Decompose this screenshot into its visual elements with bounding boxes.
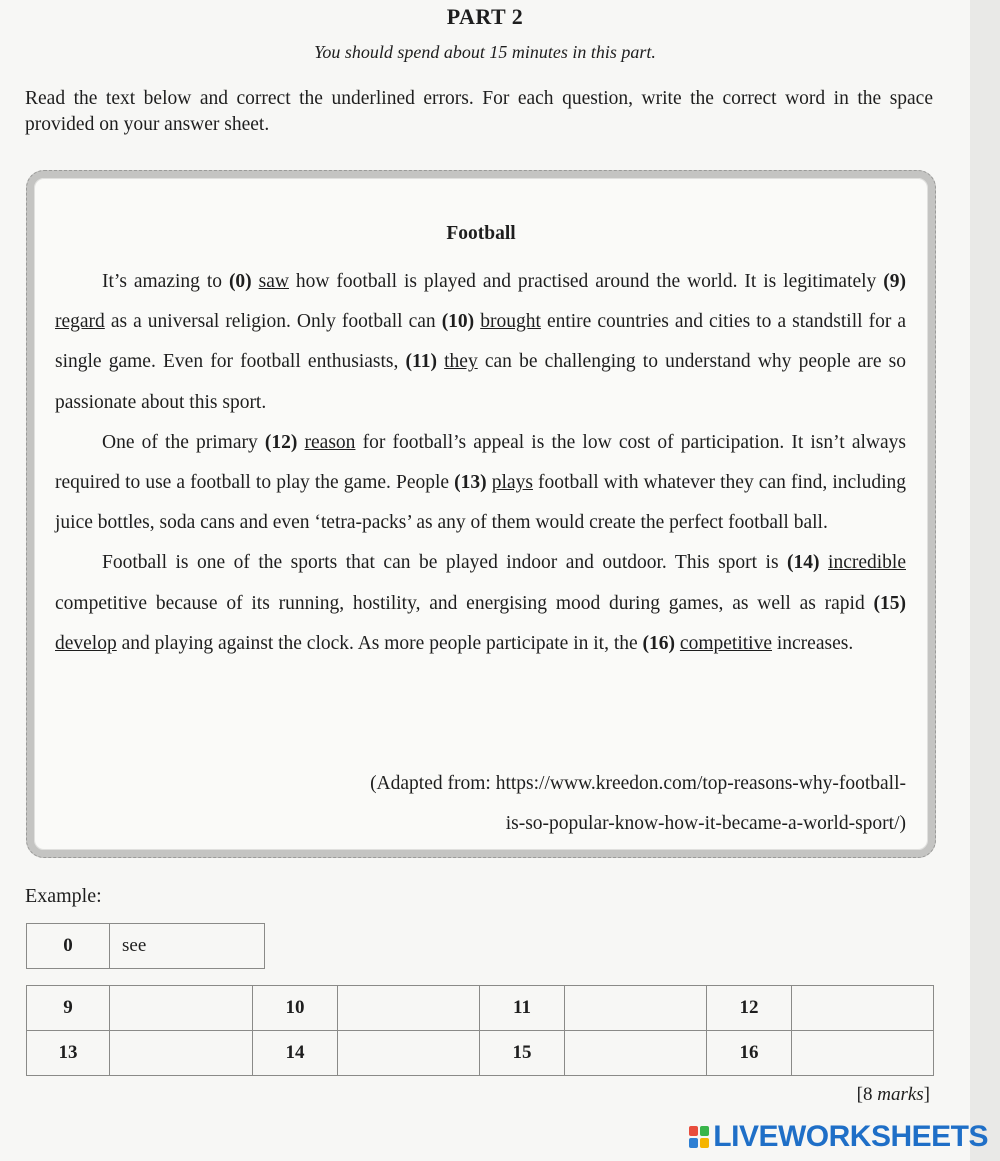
- question-label-9: 9: [27, 986, 110, 1031]
- question-number-0: (0): [228, 271, 252, 292]
- question-number-9: (9): [883, 271, 906, 292]
- source-line-1: (Adapted from: https://www.kreedon.com/top-reasons-why-football-: [370, 773, 906, 794]
- answer-box-14[interactable]: [338, 1031, 480, 1076]
- question-number-15: (15): [873, 592, 906, 614]
- question-label-15: 15: [480, 1031, 565, 1076]
- answer-box-9[interactable]: [110, 986, 253, 1031]
- error-word-9: regard: [55, 311, 105, 333]
- source-line-2: is-so-popular-know-how-it-became-a-world-sport/): [505, 813, 906, 834]
- answer-box-11[interactable]: [565, 986, 707, 1031]
- passage-title: Football: [446, 223, 516, 244]
- question-label-16: 16: [707, 1031, 792, 1076]
- paragraph-3: Football is one of the sports that can be played indoor and outdoor. This sport is (14) incredible competitive because of its running, hostility, and energising mood during games, as well as rapid (15) develop and playing against the clock. As more people participate in it, the (16) competitive increases.: [55, 552, 906, 654]
- marks-total: [8 marks]: [856, 1084, 930, 1105]
- answer-row: [27, 986, 934, 1031]
- error-word-0: saw: [258, 271, 289, 292]
- time-instruction: You should spend about 15 minutes in this part.: [314, 42, 656, 62]
- logo-text: LIVEWORKSHEETS: [713, 1120, 988, 1153]
- question-number-14: (14): [787, 552, 820, 574]
- passage-box: [26, 170, 936, 858]
- error-word-16: competitive: [679, 632, 772, 654]
- question-number-12: (12): [264, 431, 298, 453]
- question-number-16: (16): [642, 632, 676, 654]
- answer-box-13[interactable]: [110, 1031, 253, 1076]
- answer-box-16[interactable]: [792, 1031, 934, 1076]
- example-answer: see: [110, 924, 265, 969]
- question-label-11: 11: [480, 986, 565, 1031]
- question-number-11: (11): [405, 351, 437, 373]
- liveworksheets-logo-icon: [689, 1126, 709, 1148]
- answer-grid: [26, 985, 934, 1076]
- example-table: [26, 923, 265, 969]
- error-word-14: incredible: [828, 552, 906, 574]
- question-label-10: 10: [253, 986, 338, 1031]
- question-number-10: (10): [441, 311, 475, 333]
- question-label-13: 13: [27, 1031, 110, 1076]
- page-edge: [970, 0, 1000, 1161]
- question-label-14: 14: [253, 1031, 338, 1076]
- part-title: PART 2: [446, 4, 524, 29]
- example-number: 0: [27, 924, 110, 969]
- answer-box-15[interactable]: [565, 1031, 707, 1076]
- error-word-13: plays: [491, 472, 533, 494]
- task-instructions: Read the text below and correct the underlined errors. For each question, write the correct word in the space provided on your answer sheet.: [25, 88, 933, 135]
- question-label-12: 12: [707, 986, 792, 1031]
- error-word-15: develop: [55, 632, 117, 654]
- error-word-11: they: [444, 351, 478, 373]
- answer-row: [27, 1031, 934, 1076]
- source-citation: [370, 764, 906, 844]
- example-label: Example:: [25, 885, 102, 907]
- paragraph-2: One of the primary (12) reason for football’s appeal is the low cost of participation. It isn’t always required to use a football to play the game. People (13) plays football with whatever they can find, including juice bottles, soda cans and even ‘tetra-packs’ as any of them would create the perfect football ball.: [55, 431, 907, 534]
- paragraph-1: It’s amazing to (0) saw how football is played and practised around the world. It is legitimately (9) regard as a universal religion. Only football can (10) brought entire countries and cities to a standstill for a single game. Even for football enthusiasts, (11) they can be challenging to understand why people are so passionate about this sport.: [55, 271, 907, 413]
- answer-box-12[interactable]: [792, 986, 934, 1031]
- question-number-13: (13): [454, 472, 487, 494]
- passage-body: [55, 262, 906, 664]
- answer-box-10[interactable]: [338, 986, 480, 1031]
- liveworksheets-logo[interactable]: [689, 1120, 988, 1154]
- error-word-12: reason: [304, 431, 356, 453]
- error-word-10: brought: [480, 311, 541, 333]
